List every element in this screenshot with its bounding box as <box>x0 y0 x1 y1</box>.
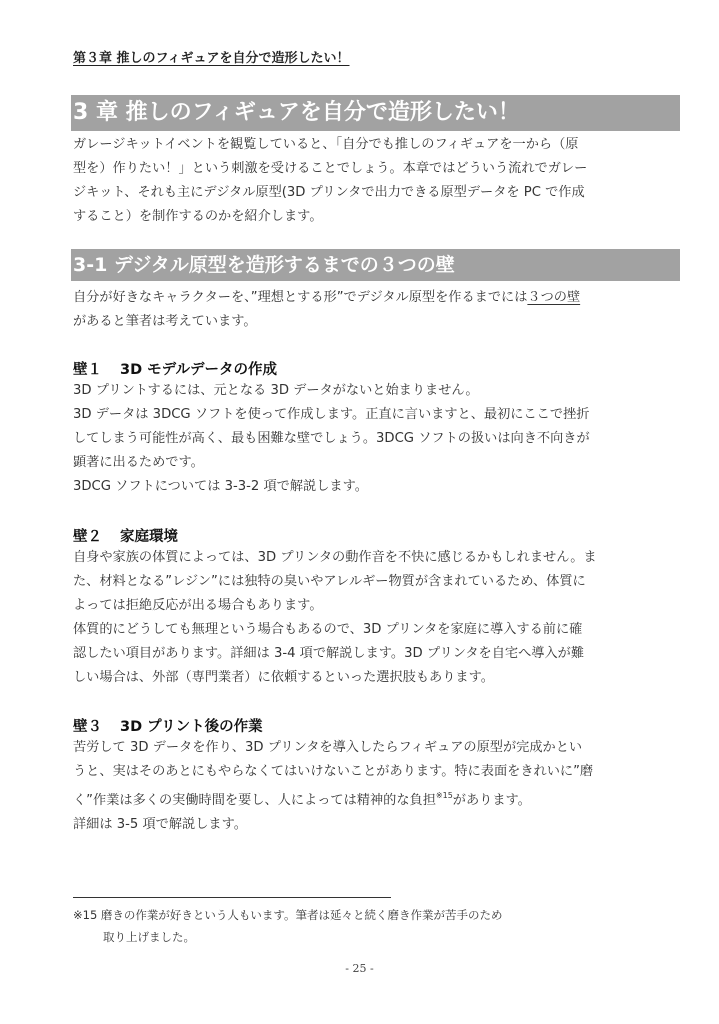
wall-3-text: く”作業は多くの実働時間を要し、人によっては精神的な負担 <box>73 793 436 808</box>
running-header: 第３章 推しのフィギュアを自分で造形したい！ <box>73 51 350 66</box>
three-walls-emphasis: ３つの壁 <box>527 290 581 305</box>
wall-2-line: よっては拒絶反応が出る場合もあります。 <box>73 598 323 613</box>
wall-2-line: 自身や家族の体質によっては、3D プリンタの動作音を不快に感じるかもしれません。ま <box>73 550 597 565</box>
wall-2-body <box>73 546 685 690</box>
wall-1-line: 3D データは 3DCG ソフトを使って作成します。正直に言いますと、最初にここで挫折 <box>73 407 590 422</box>
footnote-divider <box>73 897 391 898</box>
chapter-intro <box>73 133 685 229</box>
wall-2-line: しい場合は、外部（専門業者）に依頼するといった選択肢もあります。 <box>73 670 494 685</box>
wall-2-line: 認したい項目があります。詳細は 3-4 項で解説します。3D プリンタを自宅へ導入が難 <box>73 646 585 661</box>
wall-1-number: 壁１ <box>73 362 102 378</box>
chapter-intro-line: すること）を制作するのかを紹介します。 <box>73 209 323 224</box>
wall-1-heading <box>73 358 277 379</box>
chapter-intro-line: 型を）作りたい！」という刺激を受けることでしょう。本章ではどういう流れでガレー <box>73 161 588 176</box>
wall-2-number: 壁２ <box>73 529 102 545</box>
wall-3-line <box>73 784 685 813</box>
wall-3-line: 詳細は 3-5 項で解説します。 <box>73 817 247 832</box>
footnote-line: ※15 磨きの作業が好きという人もいます。筆者は延々と続く磨き作業が苦手のため <box>73 908 503 922</box>
footnote-line: 取り上げました。 <box>103 930 195 944</box>
wall-3-heading <box>73 715 263 736</box>
wall-3-line: うと、実はそのあとにもやらなくてはいけないことがあります。特に表面をきれいに”磨 <box>73 764 594 779</box>
chapter-intro-line: ジキット、それも主にデジタル原型(3D プリンタで出力できる原型データを PC で作成 <box>73 185 585 200</box>
wall-3-number: 壁３ <box>73 719 102 735</box>
wall-1-line: 3DCG ソフトについては 3-3-2 項で解説します。 <box>73 479 368 494</box>
wall-1-body <box>73 379 685 499</box>
page-number: - 25 - <box>345 962 374 975</box>
wall-3-line: 苦労して 3D データを作り、3D プリンタを導入したらフィギュアの原型が完成かとい <box>73 740 583 755</box>
section-intro-line <box>73 286 685 310</box>
wall-2-line: 体質的にどうしても無理という場合もあるので、3D プリンタを家庭に導入する前に確 <box>73 622 583 637</box>
section-intro <box>73 286 685 334</box>
wall-3-title: 3D プリント後の作業 <box>120 719 263 735</box>
footnote <box>73 904 503 948</box>
wall-1-title: 3D モデルデータの作成 <box>120 362 277 378</box>
wall-3-text: があります。 <box>452 793 531 808</box>
wall-1-line: してしまう可能性が高く、最も困難な壁でしょう。3DCG ソフトの扱いは向き不向きが <box>73 431 590 446</box>
section-intro-text: 自分が好きなキャラクターを、”理想とする形”でデジタル原型を作るまでには <box>73 290 528 305</box>
section-intro-line: があると筆者は考えています。 <box>73 314 257 329</box>
wall-2-title: 家庭環境 <box>120 529 178 545</box>
wall-1-line: 顕著に出るためです。 <box>73 455 204 470</box>
chapter-title: 3 章 推しのフィギュアを自分で造形したい！ <box>71 95 680 131</box>
wall-1-line: 3D プリントするには、元となる 3D データがないと始まりません。 <box>73 383 479 398</box>
section-title: 3-1 デジタル原型を造形するまでの３つの壁 <box>71 249 680 281</box>
footnote-ref[interactable]: ※15 <box>435 791 453 800</box>
wall-3-body <box>73 736 685 837</box>
wall-2-heading <box>73 525 178 546</box>
chapter-intro-line: ガレージキットイベントを観覧していると、「自分でも推しのフィギュアを一から（原 <box>73 137 579 152</box>
wall-2-line: た、材料となる”レジン”には独特の臭いやアレルギー物質が含まれているため、体質に <box>73 574 586 589</box>
